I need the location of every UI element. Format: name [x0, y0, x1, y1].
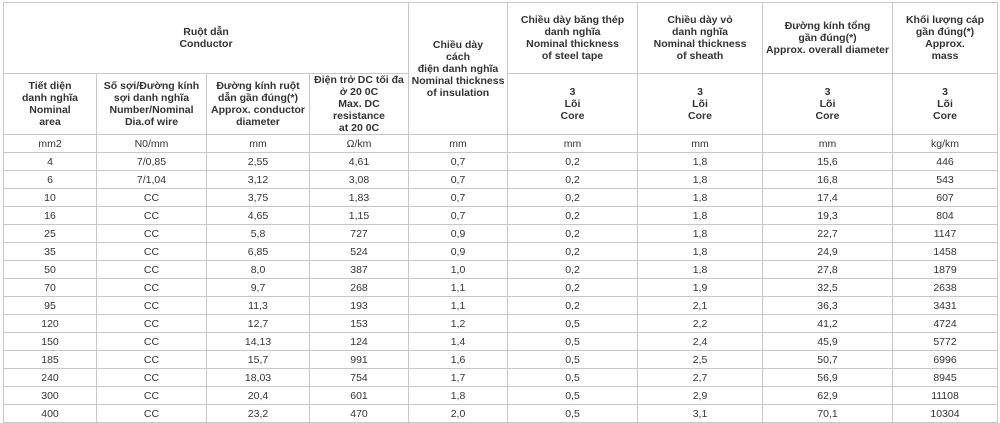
table-cell: 25: [4, 225, 97, 243]
table-cell: 0,9: [409, 243, 508, 261]
table-cell: 1,1: [409, 297, 508, 315]
table-cell: 0,5: [508, 351, 638, 369]
table-cell: 150: [4, 333, 97, 351]
table-cell: 17,4: [763, 189, 893, 207]
table-cell: CC: [97, 369, 207, 387]
table-cell: 4,65: [207, 207, 310, 225]
table-cell: 70: [4, 279, 97, 297]
table-cell: 0,9: [409, 225, 508, 243]
unit-cell: mm2: [4, 135, 97, 153]
header-row-top: [4, 3, 998, 74]
table-cell: 1,8: [638, 261, 763, 279]
unit-cell: Ω/km: [310, 135, 409, 153]
table-cell: CC: [97, 243, 207, 261]
header-dc-resistance: Điện trở DC tối đa ở 20 0C Max. DC resistance at 20 0C: [310, 74, 409, 135]
table-cell: 1,8: [638, 207, 763, 225]
table-cell: 1,8: [638, 243, 763, 261]
units-row: [4, 135, 998, 153]
header-overall-diameter: Đường kính tổng gần đúng(*) Approx. overall diameter: [763, 3, 893, 74]
table-cell: 56,9: [763, 369, 893, 387]
cable-spec-table: [3, 2, 998, 423]
table-row: [4, 279, 998, 297]
table-cell: 20,4: [207, 387, 310, 405]
table-cell: 6996: [893, 351, 998, 369]
table-cell: 32,5: [763, 279, 893, 297]
table-cell: 0,2: [508, 153, 638, 171]
table-cell: 268: [310, 279, 409, 297]
table-cell: 991: [310, 351, 409, 369]
table-cell: 62,9: [763, 387, 893, 405]
table-cell: 2,2: [638, 315, 763, 333]
table-cell: 14,13: [207, 333, 310, 351]
table-cell: 1,6: [409, 351, 508, 369]
table-cell: 240: [4, 369, 97, 387]
table-cell: 470: [310, 405, 409, 423]
header-sheath-thickness: Chiều dày vỏ danh nghĩa Nominal thickness of sheath: [638, 3, 763, 74]
header-core-diameter: 3 Lõi Core: [763, 74, 893, 135]
table-cell: 0,2: [508, 225, 638, 243]
table-cell: 1,8: [638, 153, 763, 171]
table-cell: 8,0: [207, 261, 310, 279]
table-cell: 10: [4, 189, 97, 207]
table-cell: 0,7: [409, 207, 508, 225]
table-cell: 4724: [893, 315, 998, 333]
unit-cell: N0/mm: [97, 135, 207, 153]
table-cell: 804: [893, 207, 998, 225]
table-cell: 0,2: [508, 297, 638, 315]
table-cell: 124: [310, 333, 409, 351]
table-row: [4, 405, 998, 423]
table-cell: CC: [97, 189, 207, 207]
table-cell: 6: [4, 171, 97, 189]
table-cell: 1,4: [409, 333, 508, 351]
table-row: [4, 333, 998, 351]
table-cell: CC: [97, 297, 207, 315]
table-cell: 727: [310, 225, 409, 243]
table-cell: 95: [4, 297, 97, 315]
table-cell: CC: [97, 405, 207, 423]
table-row: [4, 153, 998, 171]
table-cell: 400: [4, 405, 97, 423]
table-cell: 0,2: [508, 261, 638, 279]
table-row: [4, 189, 998, 207]
table-row: [4, 243, 998, 261]
header-approx-mass: Khối lượng cáp gần đúng(*) Approx. mass: [893, 3, 998, 74]
table-body: [4, 135, 998, 423]
header-wire-number-diameter: Số sợi/Đường kính sợi danh nghĩa Number/Nominal Dia.of wire: [97, 74, 207, 135]
header-conductor-diameter: Đường kính ruột dẫn gần đúng(*) Approx. conductor diameter: [207, 74, 310, 135]
table-row: [4, 225, 998, 243]
cable-spec-table-container: [3, 2, 997, 423]
table-cell: 0,2: [508, 243, 638, 261]
table-cell: CC: [97, 225, 207, 243]
table-cell: 1,8: [638, 171, 763, 189]
table-cell: 23,2: [207, 405, 310, 423]
table-row: [4, 207, 998, 225]
table-cell: 0,7: [409, 153, 508, 171]
table-cell: 7/1,04: [97, 171, 207, 189]
table-cell: 19,3: [763, 207, 893, 225]
table-cell: 0,5: [508, 315, 638, 333]
table-cell: 50: [4, 261, 97, 279]
table-cell: CC: [97, 207, 207, 225]
table-cell: 3,1: [638, 405, 763, 423]
table-cell: 5,8: [207, 225, 310, 243]
table-cell: 0,7: [409, 171, 508, 189]
table-cell: 0,5: [508, 387, 638, 405]
table-cell: 0,2: [508, 189, 638, 207]
table-cell: 754: [310, 369, 409, 387]
table-cell: 601: [310, 387, 409, 405]
table-cell: 41,2: [763, 315, 893, 333]
table-row: [4, 315, 998, 333]
table-cell: 3,75: [207, 189, 310, 207]
table-cell: 1,15: [310, 207, 409, 225]
table-cell: 0,2: [508, 171, 638, 189]
header-core-steel-tape: 3 Lõi Core: [508, 74, 638, 135]
table-cell: CC: [97, 279, 207, 297]
table-cell: 1147: [893, 225, 998, 243]
table-cell: 0,7: [409, 189, 508, 207]
table-cell: 1,8: [409, 387, 508, 405]
table-cell: 1,1: [409, 279, 508, 297]
table-row: [4, 261, 998, 279]
unit-cell: mm: [638, 135, 763, 153]
table-cell: 3,12: [207, 171, 310, 189]
table-cell: 10304: [893, 405, 998, 423]
table-cell: 3431: [893, 297, 998, 315]
header-core-mass: 3 Lõi Core: [893, 74, 998, 135]
header-insulation-thickness: Chiều dày cách điện danh nghĩa Nominal thickness of insulation: [409, 3, 508, 135]
table-row: [4, 171, 998, 189]
header-steel-tape-thickness: Chiều dày băng thép danh nghĩa Nominal thickness of steel tape: [508, 3, 638, 74]
table-cell: CC: [97, 333, 207, 351]
table-cell: 16,8: [763, 171, 893, 189]
table-cell: 16: [4, 207, 97, 225]
table-cell: 22,7: [763, 225, 893, 243]
table-cell: 3,08: [310, 171, 409, 189]
table-cell: 185: [4, 351, 97, 369]
unit-cell: mm: [207, 135, 310, 153]
header-nominal-area: Tiết diện danh nghĩa Nominal area: [4, 74, 97, 135]
table-cell: 0,2: [508, 279, 638, 297]
table-cell: 524: [310, 243, 409, 261]
table-cell: 5772: [893, 333, 998, 351]
table-cell: 36,3: [763, 297, 893, 315]
table-cell: 27,8: [763, 261, 893, 279]
table-cell: 18,03: [207, 369, 310, 387]
table-cell: 4: [4, 153, 97, 171]
table-row: [4, 369, 998, 387]
table-cell: 2,55: [207, 153, 310, 171]
table-cell: 11,3: [207, 297, 310, 315]
table-cell: 0,2: [508, 207, 638, 225]
table-cell: 35: [4, 243, 97, 261]
table-cell: 120: [4, 315, 97, 333]
table-cell: 1879: [893, 261, 998, 279]
table-cell: 9,7: [207, 279, 310, 297]
table-cell: 7/0,85: [97, 153, 207, 171]
table-cell: 0,5: [508, 369, 638, 387]
table-cell: 0,5: [508, 405, 638, 423]
table-cell: 2,7: [638, 369, 763, 387]
header-conductor-group: Ruột dẫn Conductor: [4, 3, 409, 74]
table-cell: CC: [97, 315, 207, 333]
table-cell: 193: [310, 297, 409, 315]
table-cell: 1,7: [409, 369, 508, 387]
table-cell: 24,9: [763, 243, 893, 261]
table-cell: 1,8: [638, 189, 763, 207]
table-cell: CC: [97, 387, 207, 405]
table-cell: 12,7: [207, 315, 310, 333]
table-cell: 8945: [893, 369, 998, 387]
table-cell: 1458: [893, 243, 998, 261]
table-cell: 543: [893, 171, 998, 189]
table-cell: 387: [310, 261, 409, 279]
unit-cell: mm: [409, 135, 508, 153]
table-cell: 1,0: [409, 261, 508, 279]
table-cell: 2,1: [638, 297, 763, 315]
table-cell: 11108: [893, 387, 998, 405]
table-cell: 15,7: [207, 351, 310, 369]
table-cell: 45,9: [763, 333, 893, 351]
table-row: [4, 387, 998, 405]
table-cell: 2,5: [638, 351, 763, 369]
unit-cell: mm: [763, 135, 893, 153]
table-cell: 15,6: [763, 153, 893, 171]
table-cell: 607: [893, 189, 998, 207]
table-cell: 6,85: [207, 243, 310, 261]
table-cell: 2,0: [409, 405, 508, 423]
table-cell: 1,83: [310, 189, 409, 207]
table-row: [4, 297, 998, 315]
table-cell: 2638: [893, 279, 998, 297]
table-cell: 0,5: [508, 333, 638, 351]
table-cell: 300: [4, 387, 97, 405]
table-cell: 2,4: [638, 333, 763, 351]
table-cell: 50,7: [763, 351, 893, 369]
table-cell: 1,8: [638, 225, 763, 243]
table-cell: 70,1: [763, 405, 893, 423]
table-cell: 2,9: [638, 387, 763, 405]
table-cell: 446: [893, 153, 998, 171]
unit-cell: mm: [508, 135, 638, 153]
table-cell: 4,61: [310, 153, 409, 171]
unit-cell: kg/km: [893, 135, 998, 153]
table-cell: 1,2: [409, 315, 508, 333]
table-row: [4, 351, 998, 369]
table-cell: 153: [310, 315, 409, 333]
header-core-sheath: 3 Lõi Core: [638, 74, 763, 135]
table-cell: CC: [97, 351, 207, 369]
table-cell: CC: [97, 261, 207, 279]
table-cell: 1,9: [638, 279, 763, 297]
